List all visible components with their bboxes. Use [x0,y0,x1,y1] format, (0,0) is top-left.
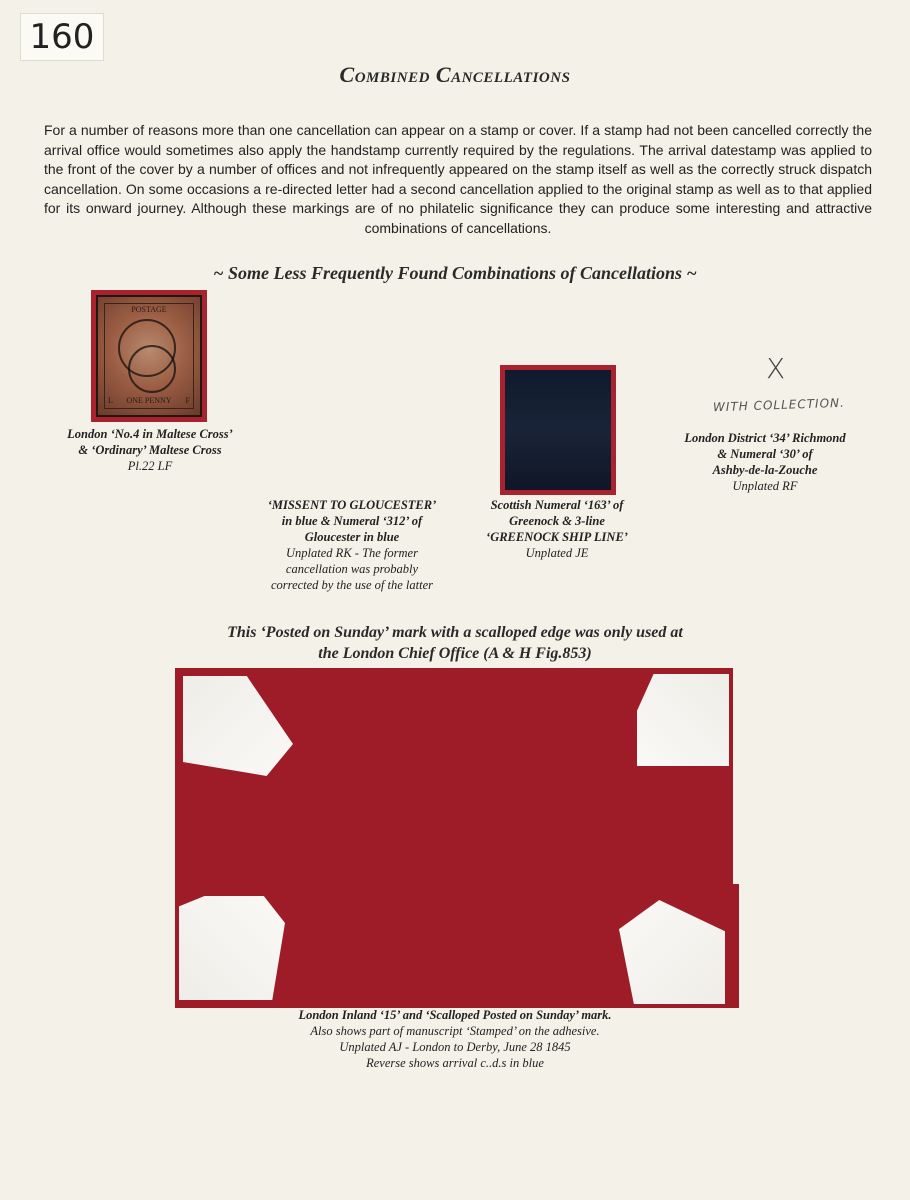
pencil-x-mark: X [766,352,786,385]
cover-note-line: the London Chief Office (A & H Fig.853) [318,645,592,662]
caption-cover [230,1007,680,1071]
caption-line: corrected by the use of the latter [271,578,433,592]
caption-line: ‘GREENOCK SHIP LINE’ [486,530,628,544]
caption-line: Pl.22 LF [127,459,173,473]
pencil-note: WITH COLLECTION. [712,395,846,415]
stamp-mount-greenock [500,365,616,495]
caption-line: & ‘Ordinary’ Maltese Cross [78,443,222,457]
intro-paragraph: For a number of reasons more than one cancellation can appear on a stamp or cover. If a stamp had not been cancelled correctly the arrival office would sometimes also apply the handstamp currently required by the regulations. The arrival datestamp was applied to the front of the cover by a number of offices and not infrequently appeared on the stamp itself as well as the correctly struck dispatch cancellation. On some occasions a re-directed letter had a second cancellation applied to the original stamp as well as to that applied for its onward journey. Although these markings are of no philatelic significance they can produce some interesting and attractive combinations of cancellations. [44,122,872,236]
caption-item1 [40,426,260,474]
maltese-cross-cancel-2 [128,345,176,393]
caption-line: London District ‘34’ Richmond [684,431,846,445]
page-number: 160 [20,13,104,61]
caption-line: Scottish Numeral ‘163’ of [490,498,624,512]
stamp-image-greenock [505,370,611,490]
stamp-corner-right: F [185,396,190,405]
photo-corner-top-right [637,674,729,766]
page-title: Combined Cancellations [339,62,571,87]
stamp-top-text: POSTAGE [131,305,167,314]
stamp-corner-left: L [108,396,113,405]
caption-line: in blue & Numeral ‘312’ of [281,514,423,528]
caption-item4 [660,430,870,494]
caption-item3 [460,497,654,561]
caption-line: ‘MISSENT TO GLOUCESTER’ [267,498,437,512]
caption-line: cancellation was probably [285,562,419,576]
caption-item2 [244,497,460,593]
cover-mount [175,668,739,1006]
stamp-image-penny-black [96,295,202,417]
caption-line: Unplated AJ - London to Derby, June 28 1845 [339,1040,571,1054]
stamp-mount-penny-black [91,290,207,422]
cover-note-line: This ‘Posted on Sunday’ mark with a scalloped edge was only used at [227,624,683,641]
photo-corner-bottom-left [179,896,285,1000]
stamp-bottom-text: ONE PENNY [126,396,172,405]
caption-line: Unplated RK - The former [286,546,418,560]
cover-heading-note [150,622,760,664]
caption-line: Reverse shows arrival c..d.s in blue [366,1056,544,1070]
caption-line: Unplated JE [525,546,589,560]
caption-line: Ashby-de-la-Zouche [712,463,818,477]
caption-line: & Numeral ‘30’ of [717,447,813,461]
caption-line: London ‘No.4 in Maltese Cross’ [67,427,233,441]
caption-line: Unplated RF [732,479,798,493]
caption-line: Also shows part of manuscript ‘Stamped’ on the adhesive. [310,1024,600,1038]
section-subheading: ~ Some Less Frequently Found Combinations of Cancellations ~ [213,263,697,283]
caption-line: Gloucester in blue [304,530,400,544]
caption-line: London Inland ‘15’ and ‘Scalloped Posted on Sunday’ mark. [298,1008,612,1022]
caption-line: Greenock & 3-line [509,514,605,528]
